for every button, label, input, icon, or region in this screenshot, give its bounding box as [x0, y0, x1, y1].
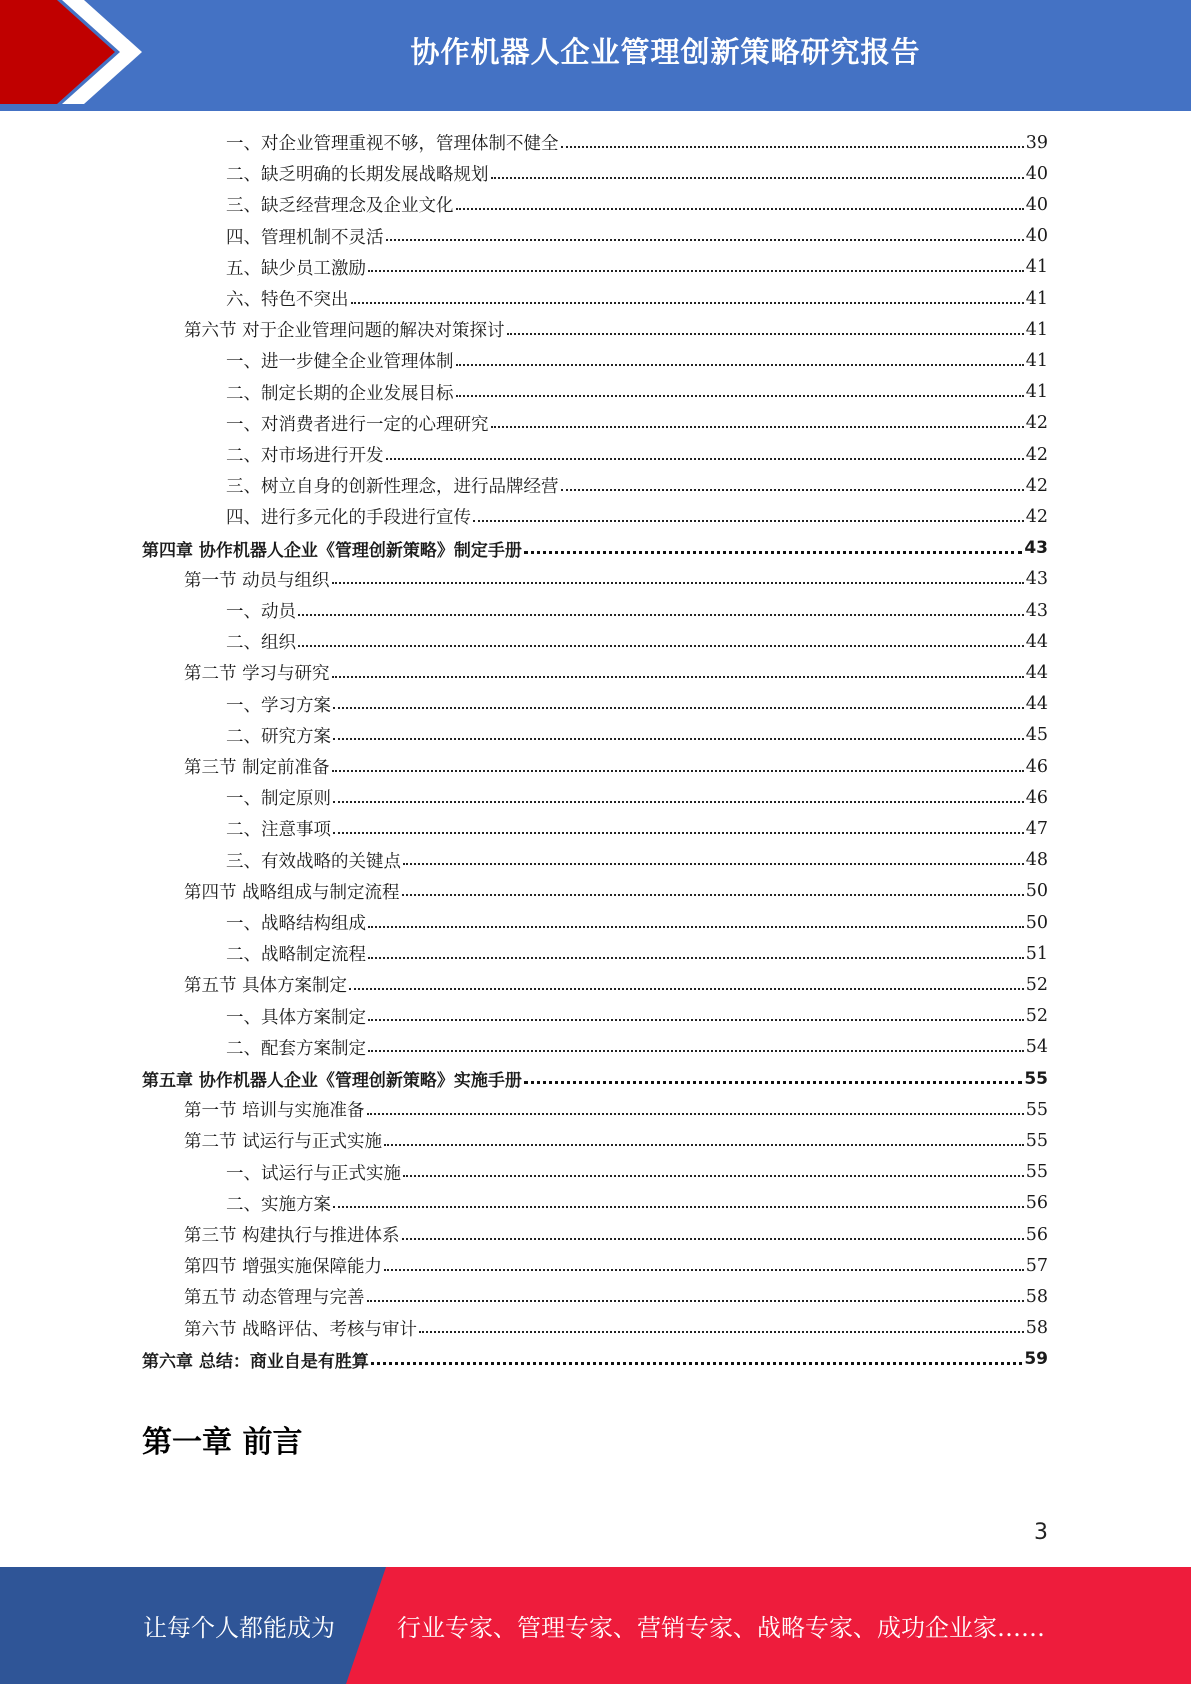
- toc-entry-page: 54: [1025, 1037, 1048, 1058]
- toc-entry[interactable]: [184, 876, 1048, 907]
- toc-leader-dots: [298, 614, 1024, 616]
- toc-leader-dots: [368, 1019, 1024, 1021]
- toc-leader-dots: [403, 1175, 1024, 1177]
- toc-entry-label: 第五节 具体方案制定: [184, 976, 348, 997]
- toc-entry-label: 第一节 动员与组织: [184, 570, 330, 591]
- toc-leader-dots: [368, 1050, 1024, 1052]
- toc-entry[interactable]: [184, 1313, 1048, 1344]
- toc-entry-label: 六、特色不突出: [226, 290, 349, 310]
- toc-leader-dots: [367, 1300, 1024, 1302]
- toc-entry-label: 一、对企业管理重视不够，管理体制不健全: [226, 134, 559, 154]
- toc-leader-dots: [561, 489, 1024, 491]
- toc-entry-page: 43: [1024, 538, 1048, 559]
- toc-entry[interactable]: [226, 470, 1048, 501]
- toc-entry[interactable]: [226, 1188, 1048, 1219]
- toc-entry-label: 四、管理机制不灵活: [226, 227, 384, 248]
- toc-leader-dots: [332, 582, 1024, 584]
- toc-leader-dots: [368, 270, 1024, 272]
- toc-entry[interactable]: [226, 938, 1048, 969]
- toc-leader-dots: [371, 1362, 1022, 1365]
- toc-entry-label: 第二节 学习与研究: [184, 664, 330, 685]
- toc-entry[interactable]: [184, 1250, 1048, 1281]
- toc-entry-label: 第五节 动态管理与完善: [184, 1288, 365, 1309]
- toc-leader-dots: [367, 1113, 1024, 1115]
- toc-entry-page: 40: [1025, 226, 1048, 247]
- toc-entry-page: 55: [1024, 1068, 1048, 1089]
- toc-entry[interactable]: [226, 1157, 1048, 1188]
- toc-entry-label: 一、动员: [226, 602, 296, 622]
- footer-slogan-right: 行业专家、管理专家、营销专家、战略专家、成功企业家……: [397, 1614, 1045, 1642]
- page-header: [0, 0, 1191, 111]
- report-title: 协作机器人企业管理创新策略研究报告: [410, 35, 921, 69]
- toc-entry-page: 50: [1025, 912, 1048, 933]
- toc-leader-dots: [349, 988, 1024, 990]
- toc-entry-label: 第四章 协作机器人企业《管理创新策略》制定手册: [142, 540, 522, 561]
- toc-entry-label: 一、制定原则: [226, 789, 331, 810]
- toc-entry-page: 48: [1025, 850, 1048, 871]
- toc-entry[interactable]: [142, 533, 1048, 564]
- toc-entry-label: 二、实施方案: [226, 1194, 331, 1215]
- toc-entry[interactable]: [226, 127, 1048, 158]
- toc-leader-dots: [333, 832, 1024, 834]
- toc-leader-dots: [491, 426, 1024, 428]
- toc-leader-dots: [368, 926, 1024, 928]
- toc-entry[interactable]: [184, 1094, 1048, 1125]
- toc-entry[interactable]: [184, 751, 1048, 782]
- toc-leader-dots: [332, 676, 1024, 678]
- toc-entry[interactable]: [226, 283, 1048, 314]
- toc-leader-dots: [491, 177, 1024, 179]
- page-footer: [0, 1567, 1191, 1684]
- toc-entry-page: 42: [1025, 506, 1048, 527]
- toc-entry[interactable]: [226, 595, 1048, 626]
- toc-entry-page: 58: [1025, 1318, 1048, 1339]
- toc-entry-page: 46: [1025, 787, 1048, 808]
- toc-entry[interactable]: [184, 969, 1048, 1000]
- toc-entry-page: 50: [1025, 881, 1048, 902]
- toc-entry-label: 三、树立自身的创新性理念，进行品牌经营: [226, 477, 559, 498]
- toc-entry-label: 一、学习方案: [226, 695, 331, 716]
- toc-leader-dots: [402, 1238, 1024, 1240]
- toc-entry-page: 41: [1025, 319, 1048, 340]
- toc-entry[interactable]: [226, 221, 1048, 252]
- toc-leader-dots: [386, 239, 1024, 241]
- toc-entry-page: 41: [1025, 350, 1048, 371]
- toc-leader-dots: [456, 208, 1024, 210]
- toc-entry-label: 一、战略结构组成: [226, 914, 366, 934]
- toc-entry-label: 三、有效战略的关键点: [226, 851, 401, 872]
- toc-entry-label: 二、制定长期的企业发展目标: [226, 383, 454, 404]
- toc-leader-dots: [333, 801, 1024, 803]
- toc-entry-page: 52: [1025, 974, 1048, 995]
- toc-entry-page: 42: [1025, 413, 1048, 434]
- toc-entry-page: 41: [1025, 257, 1048, 278]
- toc-entry-label: 第四节 增强实施保障能力: [184, 1257, 383, 1278]
- toc-entry[interactable]: [226, 501, 1048, 532]
- toc-leader-dots: [351, 302, 1024, 304]
- toc-entry-label: 第六节 对于企业管理问题的解决对策探讨: [184, 321, 505, 342]
- page-number: 3: [1034, 1520, 1048, 1545]
- toc-entry-label: 二、注意事项: [226, 820, 331, 841]
- toc-leader-dots: [386, 458, 1024, 460]
- toc-entry-label: 一、具体方案制定: [226, 1007, 366, 1028]
- toc-leader-dots: [456, 364, 1024, 366]
- toc-entry-label: 二、战略制定流程: [226, 945, 366, 966]
- toc-entry-label: 五、缺少员工激励: [226, 258, 366, 279]
- toc-entry-page: 52: [1025, 1006, 1048, 1027]
- toc-entry-label: 三、缺乏经营理念及企业文化: [226, 196, 454, 217]
- toc-entry-label: 二、缺乏明确的长期发展战略规划: [226, 165, 489, 186]
- toc-entry-page: 47: [1025, 818, 1048, 839]
- toc-entry-page: 41: [1025, 382, 1048, 403]
- toc-leader-dots: [298, 645, 1024, 647]
- toc-entry-label: 第六节 战略评估、考核与审计: [184, 1319, 418, 1340]
- toc-entry-label: 二、对市场进行开发: [226, 446, 384, 466]
- toc-entry-label: 一、对消费者进行一定的心理研究: [226, 414, 489, 435]
- toc-leader-dots: [384, 1269, 1024, 1271]
- toc-leader-dots: [507, 333, 1024, 335]
- toc-entry-page: 42: [1025, 444, 1048, 465]
- toc-entry-page: 40: [1025, 194, 1048, 215]
- toc-entry-page: 43: [1025, 569, 1048, 590]
- toc-entry-label: 第一节 培训与实施准备: [184, 1101, 365, 1122]
- toc-entry-label: 第六章 总结：商业自是有胜算: [142, 1351, 369, 1372]
- toc-leader-dots: [368, 957, 1024, 959]
- toc-entry[interactable]: [142, 1344, 1048, 1375]
- chapter-heading: 第一章 前言: [142, 1425, 303, 1460]
- toc-leader-dots: [402, 894, 1024, 896]
- toc-entry-page: 42: [1025, 475, 1048, 496]
- toc-entry-label: 第三节 制定前准备: [184, 758, 330, 778]
- toc-leader-dots: [524, 1081, 1022, 1084]
- toc-entry[interactable]: [184, 564, 1048, 595]
- toc-entry[interactable]: [226, 345, 1048, 376]
- toc-entry[interactable]: [226, 158, 1048, 189]
- toc-entry-page: 39: [1025, 132, 1048, 153]
- toc-entry[interactable]: [226, 720, 1048, 751]
- toc-entry[interactable]: [142, 1063, 1048, 1094]
- toc-entry-label: 第四节 战略组成与制定流程: [184, 882, 400, 903]
- toc-leader-dots: [403, 863, 1024, 865]
- toc-entry-page: 44: [1025, 631, 1048, 652]
- toc-entry-page: 55: [1025, 1099, 1048, 1120]
- toc-leader-dots: [473, 520, 1024, 522]
- toc-entry-label: 一、进一步健全企业管理体制: [226, 352, 454, 373]
- toc-entry[interactable]: [226, 813, 1048, 844]
- toc-entry-label: 二、研究方案: [226, 726, 331, 747]
- toc-entry-page: 56: [1025, 1193, 1048, 1214]
- toc-entry[interactable]: [184, 1125, 1048, 1156]
- toc-entry-page: 44: [1025, 662, 1048, 683]
- toc-entry-page: 44: [1025, 694, 1048, 715]
- toc-leader-dots: [384, 1144, 1024, 1146]
- toc-entry-page: 55: [1025, 1130, 1048, 1151]
- toc-entry[interactable]: [184, 1281, 1048, 1312]
- toc-entry[interactable]: [226, 782, 1048, 813]
- toc-entry[interactable]: [226, 626, 1048, 657]
- toc-entry[interactable]: [226, 189, 1048, 220]
- toc-entry-page: 45: [1025, 725, 1048, 746]
- footer-slogan-left: 让每个人都能成为: [143, 1614, 335, 1642]
- toc-entry-page: 59: [1024, 1349, 1048, 1370]
- toc-leader-dots: [561, 146, 1024, 148]
- toc-entry-page: 40: [1025, 163, 1048, 184]
- toc-leader-dots: [333, 738, 1024, 740]
- toc-leader-dots: [333, 707, 1024, 709]
- toc-leader-dots: [419, 1331, 1024, 1333]
- header-arrow-decoration: [0, 0, 160, 111]
- toc-entry[interactable]: [226, 252, 1048, 283]
- toc-entry[interactable]: [226, 907, 1048, 938]
- toc-entry-label: 第二节 试运行与正式实施: [184, 1132, 383, 1153]
- toc-entry-page: 56: [1025, 1224, 1048, 1245]
- toc-entry[interactable]: [226, 1001, 1048, 1032]
- toc-entry-label: 第五章 协作机器人企业《管理创新策略》实施手册: [142, 1071, 522, 1091]
- toc-entry[interactable]: [184, 314, 1048, 345]
- toc-entry[interactable]: [226, 377, 1048, 408]
- toc-entry-page: 51: [1025, 943, 1048, 964]
- toc-leader-dots: [332, 770, 1024, 772]
- toc-entry-page: 43: [1025, 600, 1048, 621]
- toc-leader-dots: [456, 395, 1024, 397]
- toc-leader-dots: [333, 1206, 1024, 1208]
- toc-entry-page: 41: [1025, 288, 1048, 309]
- toc-entry[interactable]: [184, 657, 1048, 688]
- toc-entry[interactable]: [226, 689, 1048, 720]
- toc-entry-page: 58: [1025, 1286, 1048, 1307]
- toc-entry-page: 57: [1025, 1255, 1048, 1276]
- toc-entry-label: 四、进行多元化的手段进行宣传: [226, 508, 471, 529]
- toc-entry[interactable]: [184, 1219, 1048, 1250]
- toc-entry-label: 二、组织: [226, 633, 296, 654]
- toc-entry[interactable]: [226, 408, 1048, 439]
- toc-entry[interactable]: [226, 845, 1048, 876]
- toc-leader-dots: [524, 551, 1022, 554]
- toc-entry[interactable]: [226, 439, 1048, 470]
- toc-entry-page: 46: [1025, 756, 1048, 777]
- toc-entry[interactable]: [226, 1032, 1048, 1063]
- toc-entry-page: 55: [1025, 1162, 1048, 1183]
- toc-entry-label: 二、配套方案制定: [226, 1038, 366, 1059]
- toc-entry-label: 第三节 构建执行与推进体系: [184, 1226, 400, 1246]
- toc-entry-label: 一、试运行与正式实施: [226, 1163, 401, 1184]
